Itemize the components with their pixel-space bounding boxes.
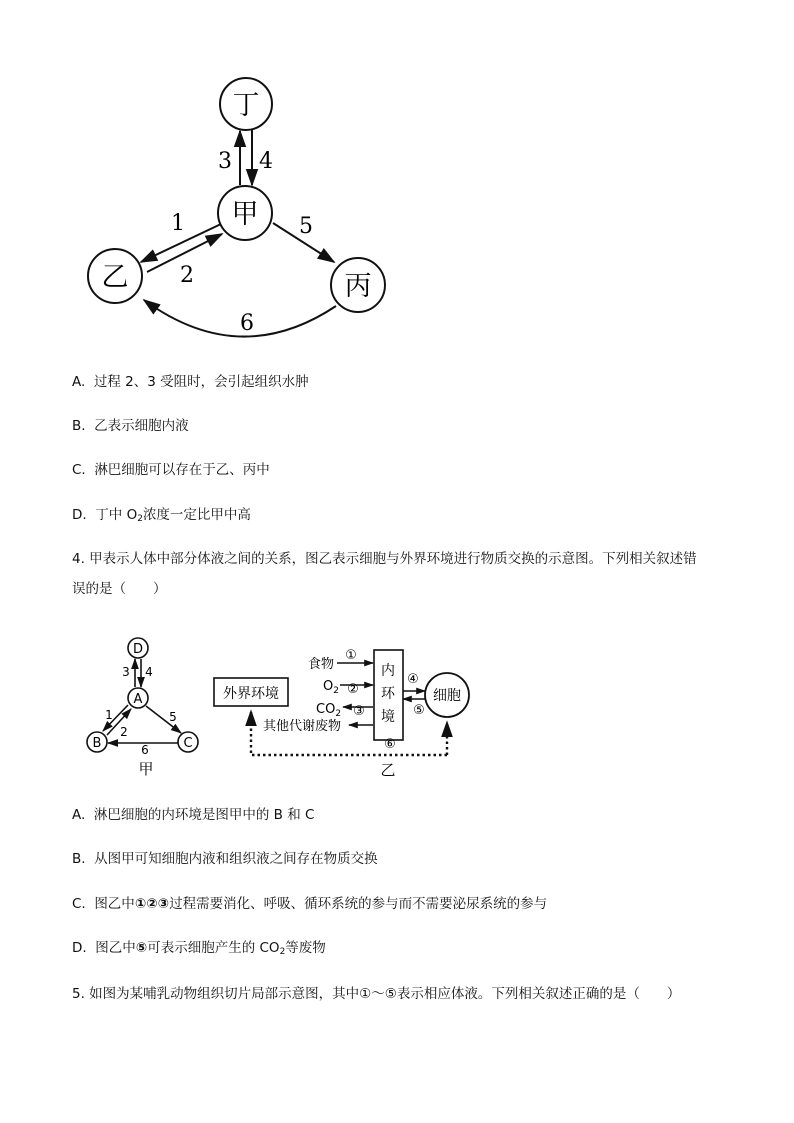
- q3-option-a[interactable]: A. 过程 2、3 受阻时，会引起组织水肿: [72, 374, 309, 390]
- cell-label: 细胞: [433, 688, 461, 704]
- q4-option-c[interactable]: C. 图乙中①②③过程需要消化、呼吸、循环系统的参与而不需要泌尿系统的参与: [72, 896, 548, 912]
- circle-1: ①: [345, 648, 357, 663]
- o2-label: $O_2$: [323, 679, 339, 696]
- node-b: [87, 732, 107, 752]
- edge-6-label: 6: [240, 311, 254, 336]
- circle-3: ③: [353, 704, 365, 719]
- edge-1-label: 1: [171, 211, 185, 236]
- node-bing-label: 丙: [344, 271, 372, 302]
- q4-option-b[interactable]: B. 从图甲可知细胞内液和组织液之间存在物质交换: [72, 851, 378, 867]
- external-environment-label: 外界环境: [223, 686, 279, 702]
- edge-5-label: 5: [169, 710, 177, 724]
- node-a: [128, 688, 148, 708]
- cell-node: [425, 673, 469, 717]
- node-bing: [331, 258, 385, 312]
- internal-environment-box: [374, 650, 403, 740]
- node-yi-label: 乙: [101, 262, 129, 293]
- edge-6-label: 6: [141, 743, 149, 757]
- node-c: [178, 732, 198, 752]
- internal-env-char-1: 内: [381, 663, 395, 679]
- node-c-label: C: [183, 736, 193, 751]
- node-d-label: D: [132, 642, 144, 657]
- edge-1-label: 1: [105, 708, 113, 722]
- co2-label: $CO_2$: [316, 702, 342, 719]
- external-environment-box: [214, 678, 288, 706]
- circle-4: ④: [407, 672, 419, 687]
- node-ding: [220, 78, 272, 130]
- internal-env-char-3: 境: [381, 709, 395, 725]
- q4-stem-line1: 4. 甲表示人体中部分体液之间的关系，图乙表示细胞与外界环境进行物质交换的示意图。下列相关叙述错: [72, 551, 697, 567]
- edge-3-label: 3: [122, 665, 130, 679]
- circle-2: ②: [347, 682, 359, 697]
- q5-stem: 5. 如图为某哺乳动物组织切片局部示意图，其中①～⑤表示相应体液。下列相关叙述正确的是（ ）: [72, 986, 681, 1002]
- q3-option-b[interactable]: B. 乙表示细胞内液: [72, 418, 189, 434]
- circle-5: ⑤: [413, 703, 425, 718]
- circle-6: ⑥: [384, 737, 396, 752]
- edge-4-label: 4: [259, 149, 273, 174]
- node-ding-label: 丁: [232, 90, 260, 121]
- node-d: [128, 638, 148, 658]
- diagram-jia-caption: 甲: [138, 760, 154, 778]
- waste-label: 其他代谢废物: [263, 719, 342, 734]
- internal-env-char-2: 环: [381, 686, 395, 702]
- diagram-yi-caption: 乙: [380, 761, 396, 779]
- node-a-label: A: [133, 692, 143, 707]
- q4-option-a[interactable]: A. 淋巴细胞的内环境是图甲中的 B 和 C: [72, 807, 315, 823]
- q3-option-d[interactable]: D. 丁中 $O_2$浓度一定比甲中高: [72, 507, 251, 524]
- q4-option-d[interactable]: D. 图乙中⑤可表示细胞产生的 $CO_2$等废物: [72, 940, 326, 957]
- figure-body-fluids-1: [0, 0, 794, 345]
- q3-option-c[interactable]: C. 淋巴细胞可以存在于乙、丙中: [72, 462, 270, 478]
- food-label: 食物: [308, 657, 335, 672]
- diagram-jia: [87, 638, 198, 778]
- node-yi: [88, 249, 142, 303]
- diagram-yi: [214, 648, 469, 779]
- edge-2-label: 2: [120, 725, 128, 739]
- q4-stem-line2: 误的是（ ）: [72, 581, 167, 597]
- node-jia-label: 甲: [231, 199, 259, 230]
- node-jia: [218, 186, 272, 240]
- edge-3-label: 3: [218, 149, 232, 174]
- node-b-label: B: [92, 736, 102, 751]
- edge-5-label: 5: [299, 214, 313, 239]
- edge-4-label: 4: [145, 665, 153, 679]
- edge-2-label: 2: [180, 263, 194, 288]
- figure-body-fluids-2: [0, 625, 794, 785]
